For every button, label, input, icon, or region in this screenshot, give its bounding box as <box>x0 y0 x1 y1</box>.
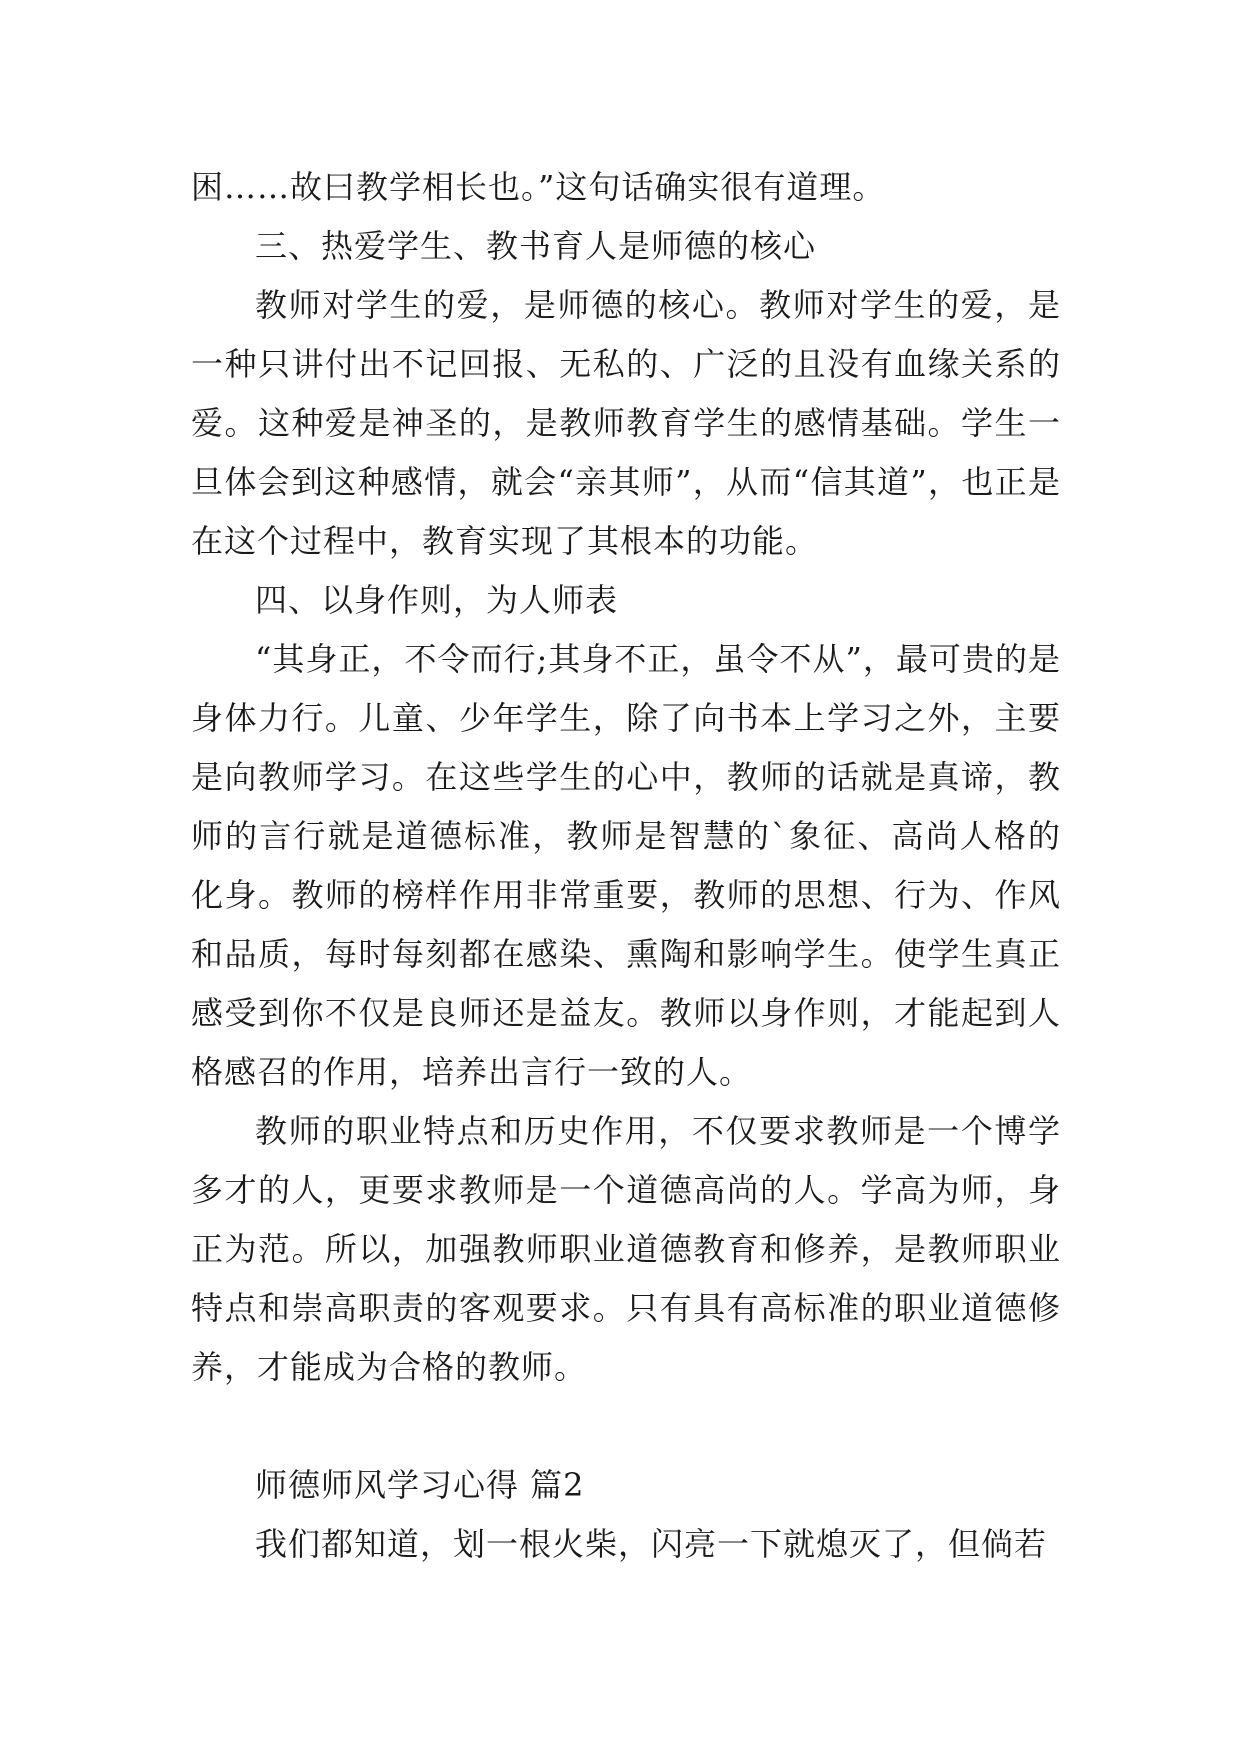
paragraph-lead-by-example: “其身正，不令而行;其身不正，虽令不从”，最可贵的是身体力行。儿童、少年学生，除了向书本上学习之外，主要是向教师学习。在这些学生的心中，教师的话就是真谛，教师的言行就是道德标准，教师是智慧的`象征、高尚人格的化身。教师的榜样作用非常重要，教师的思想、行为、作风和品质，每时每刻都在感染、熏陶和影响学生。使学生真正感受到你不仅是良师还是益友。教师以身作则，才能起到人格感召的作用，培养出言行一致的人。 <box>191 640 1061 1091</box>
section-heading-four: 四、以身作则，为人师表 <box>255 581 619 619</box>
article-title-part-2: 师德师风学习心得 篇2 <box>255 1466 585 1504</box>
paragraph-continuation: 困……故曰教学相长也。”这句话确实很有道理。 <box>191 168 886 206</box>
paragraph-professional-traits: 教师的职业特点和历史作用，不仅要求教师是一个博学多才的人，更要求教师是一个道德高尚的人。学高为师，身正为范。所以，加强教师职业道德教育和修养，是教师职业特点和崇高职责的客观要求。只有具有高标准的职业道德修养，才能成为合格的教师。 <box>191 1112 1061 1386</box>
paragraph-matchstick: 我们都知道，划一根火柴，闪亮一下就熄灭了，但倘若 <box>255 1525 1048 1563</box>
paragraph-teacher-love: 教师对学生的爱，是师德的核心。教师对学生的爱，是一种只讲付出不记回报、无私的、广泛的且没有血缘关系的爱。这种爱是神圣的，是教师教育学生的感情基础。学生一旦体会到这种感情，就会“亲其师”，从而“信其道”，也正是在这个过程中，教育实现了其根本的功能。 <box>191 286 1061 560</box>
section-heading-three: 三、热爱学生、教书育人是师德的核心 <box>255 227 817 265</box>
document-body <box>191 158 1061 1574</box>
